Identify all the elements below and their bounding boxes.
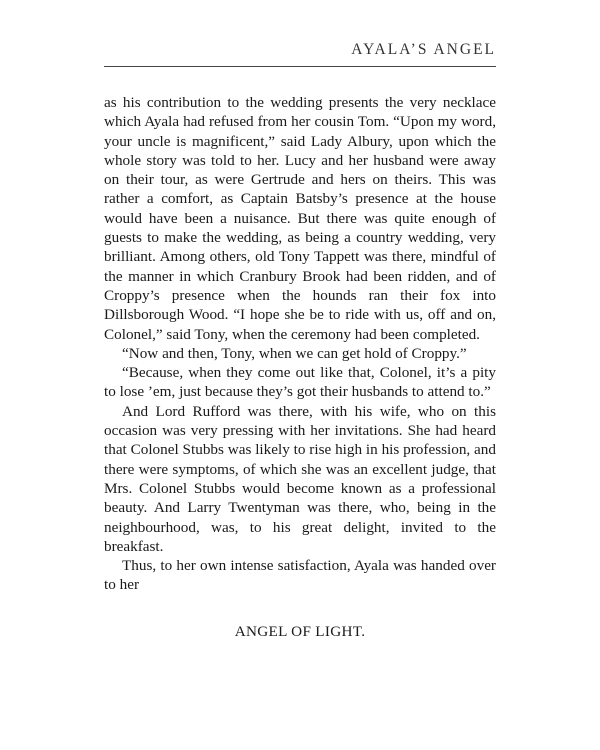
paragraph-5: Thus, to her own intense satisfaction, Ayala was handed over to her — [104, 557, 496, 594]
paragraph-2: “Now and then, Tony, when we can get hold of Croppy.” — [122, 344, 467, 362]
header-rule — [104, 66, 496, 67]
paragraph-1: as his contribution to the wedding presents the very necklace which Ayala had refused from her cousin Tom. “Upon my word, your uncle is magnificent,” said Lady Albury, upon which the whole story was told to her. Lucy and her husband were away on their tour, as were Gertrude and hers on theirs. This was rather a comfort, as Captain Batsby’s presence at the house would have been a nuisance. But there was quite enough of guests to make the wedding, as being a country wedding, very brilliant. Among others, old Tony Tappett was there, mindful of the manner in which Cranbury Brook had been ridden, and of Croppy’s presence when the hounds ran their fox into Dillsborough Wood. “I hope she be to ride with us, off and on, Colonel,” said Tony, when the ceremony had been completed. — [104, 94, 496, 343]
closing-title: ANGEL OF LIGHT. — [234, 623, 366, 640]
paragraph-3: “Because, when they come out like that, Colonel, it’s a pity to lose ’em, just because they’s got their husbands to attend to.” — [104, 364, 496, 401]
running-head-title: AYALA’S ANGEL — [351, 41, 496, 58]
chapter-body-text — [104, 93, 496, 595]
paragraph-4: And Lord Rufford was there, with his wife, who on this occasion was very pressing with her invitations. She had heard that Colonel Stubbs was likely to rise high in his profession, and there were symptoms, of which she was an excellent judge, that Mrs. Colonel Stubbs would become known as a professional beauty. And Larry Twentyman was there, who, being in the neighbourhood, was, to his great delight, invited to the breakfast. — [104, 402, 496, 555]
